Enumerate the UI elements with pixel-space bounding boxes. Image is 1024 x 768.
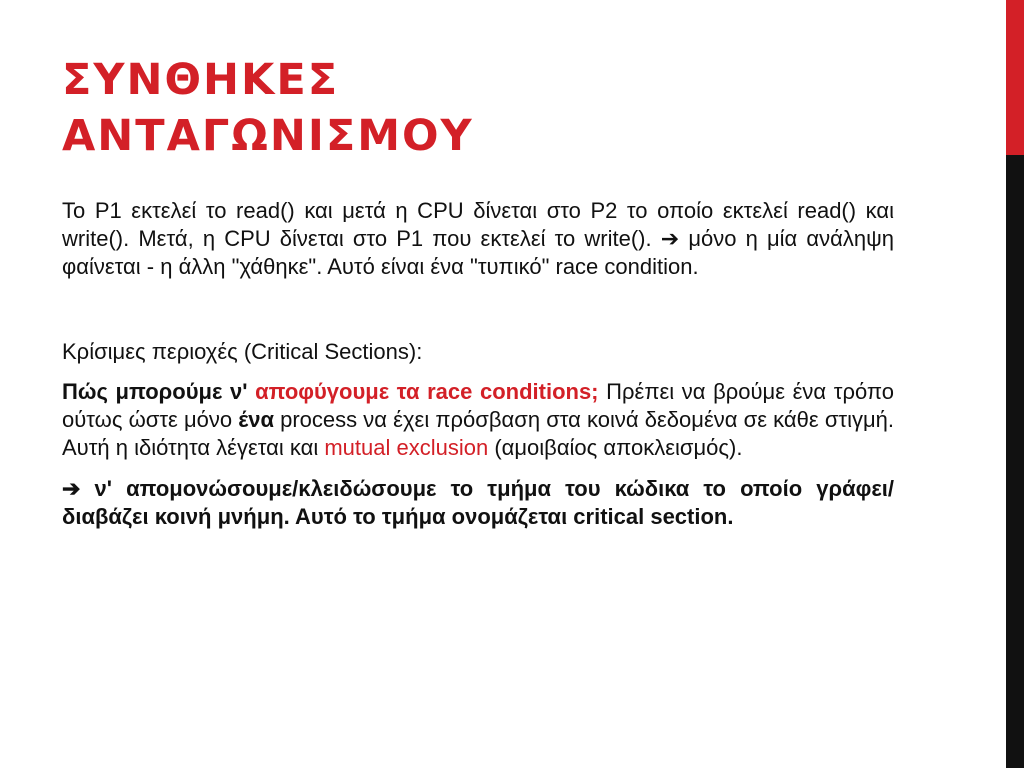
accent-bar-red [1006, 0, 1024, 155]
paragraph-mutual-exclusion [62, 378, 894, 462]
mutual-exclusion-term: mutual exclusion [324, 435, 489, 460]
text-part-3: (αμοιβαίος αποκλεισμός). [488, 435, 743, 460]
paragraph-critical-sections-heading: Κρίσιμες περιοχές (Critical Sections): [62, 339, 423, 364]
text-part-2: process να έχει πρόσβαση στα κοινά δεδομένα σε κάθε στιγμή. Αυτή η ιδιότητα λέγεται και [62, 407, 894, 460]
accent-bar-black [1006, 155, 1024, 768]
paragraph-lock-code: ➔ ν' απομονώσουμε/κλειδώσουμε το τμήμα του κώδικα το οποίο γράφει/διαβάζει κοινή μνήμη. Αυτό το τμήμα ονομάζεται critical section. [62, 476, 894, 529]
slide-title [62, 52, 962, 164]
question-lead: Πώς μπορούμε ν' [62, 379, 256, 404]
emphasis-word: ένα [238, 407, 274, 432]
text-part-1: Πρέπει να βρούμε ένα τρόπο ούτως ώστε μόνο [62, 379, 894, 432]
question-highlight: αποφύγουμε τα race conditions; [255, 379, 599, 404]
title-line-2: ΑΝΤΑΓΩΝΙΣΜΟΥ [62, 111, 474, 161]
slide-body [62, 197, 894, 531]
paragraph-race-example: Το P1 εκτελεί το read() και μετά η CPU δίνεται στο P2 το οποίο εκτελεί read() και write(). Μετά, η CPU δίνεται στο P1 που εκτελεί το write(). ➔ μόνο η μία ανάληψη φαίνεται - η άλλη "χάθηκε". Αυτό είναι ένα "τυπικό" race condition. [62, 198, 894, 279]
title-line-1: ΣΥΝΘΗΚΕΣ [62, 55, 340, 105]
